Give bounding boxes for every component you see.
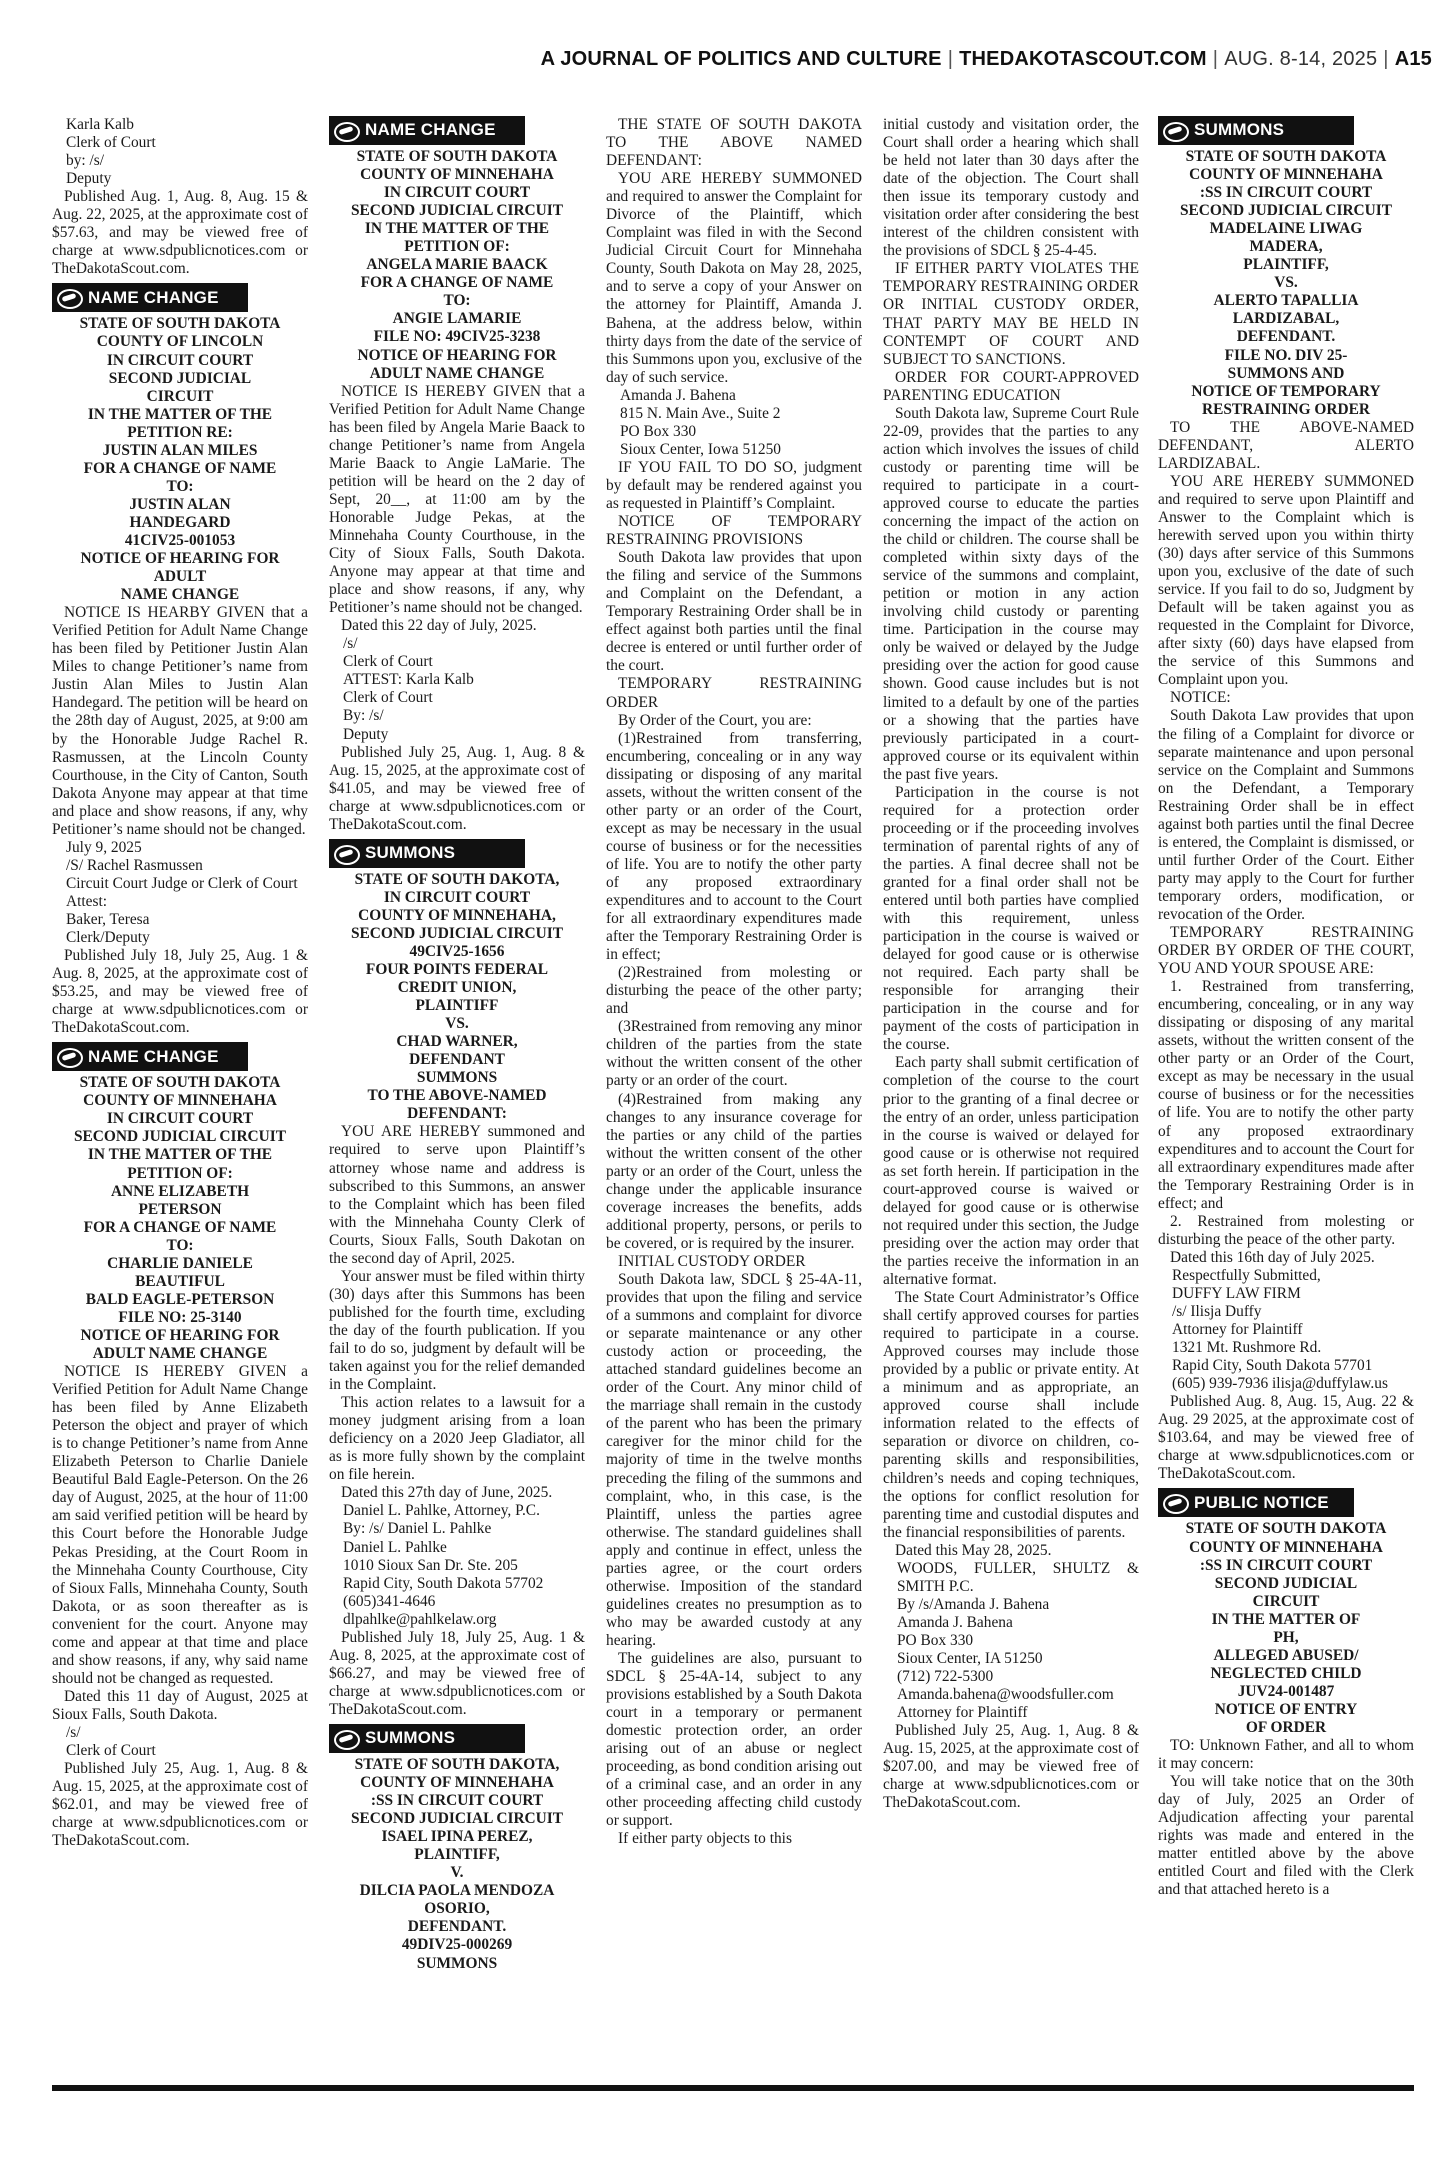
heading-line: COUNTY OF MINNEHAHA [360, 166, 554, 184]
banner-label: SUMMONS [365, 843, 456, 863]
text-line: 1010 Sioux San Dr. Ste. 205 [343, 1556, 518, 1574]
text-line: Attorney for Plaintiff [897, 1704, 1028, 1722]
heading-line: COUNTY OF MINNEHAHA [1189, 1538, 1383, 1556]
notice-paragraph: By Order of the Court, you are: [618, 711, 812, 729]
scout-logo-icon [329, 839, 363, 868]
text-line: By: /s/ Daniel L. Pahlke [343, 1520, 492, 1538]
text-line: ATTEST: Karla Kalb [343, 671, 474, 689]
heading-line: JUSTIN ALAN MILES [102, 441, 258, 459]
scout-logo-icon [52, 283, 86, 312]
heading-line: :SS IN CIRCUIT COURT [1199, 1556, 1373, 1574]
heading-line: IN THE MATTER OF THE [364, 220, 550, 238]
banner-label: NAME CHANGE [365, 120, 496, 140]
heading-line: SECOND JUDICIAL CIRCUIT [73, 1128, 287, 1146]
notice-body: NOTICE IS HEARBY GIVEN that a Verified Petition for Adult Name Change has been filed by Petitioner Justin Alan Miles to change Petitioner’s name from Justin Alan Miles to Justin Alan Handegard. The petition will be heard on the 28th day of August, 2025, at 9:00 am by the Honorable Judge Rachel R. Rasmussen, at the Lincoln County Courthouse, in the City of Canton, South Dakota Anyone may appear at that time and place and show reasons, if any, why Petitioner’s name should not be changed. [52, 604, 308, 838]
text-line: Clerk of Court [343, 653, 433, 671]
text-line: 815 N. Main Ave., Suite 2 [620, 404, 781, 422]
continued-notice-tail [52, 116, 308, 278]
email-link[interactable]: Amanda.bahena@woodsfuller.com [897, 1686, 1114, 1704]
heading-line: CIRCUIT [1252, 1592, 1320, 1610]
text-line: Respectfully Submitted, [1172, 1266, 1321, 1284]
notice-heading [1158, 1520, 1414, 1737]
scout-logo-icon [1158, 1488, 1192, 1517]
text-line: Deputy [343, 725, 389, 743]
heading-line: ISAEL IPINA PEREZ, [381, 1828, 533, 1846]
heading-line: IN THE MATTER OF [1211, 1610, 1361, 1628]
heading-line: HANDEGARD [129, 513, 231, 531]
bottom-rule [52, 2085, 1414, 2091]
column-1 [52, 116, 308, 2068]
heading-line: IN CIRCUIT COURT [383, 888, 531, 906]
heading-line: CIRCUIT [146, 387, 214, 405]
heading-line: STATE OF SOUTH DAKOTA, [354, 1755, 560, 1773]
text-line: /s/ Ilisja Duffy [1172, 1303, 1262, 1320]
heading-line: TO: [443, 292, 471, 310]
notice-paragraph: THE STATE OF SOUTH DAKOTA TO THE ABOVE NAMED DEFENDANT: [606, 116, 862, 170]
text-line: PO Box 330 [620, 422, 697, 440]
heading-line: PLAINTIFF [415, 997, 499, 1015]
heading-line: STATE OF SOUTH DAKOTA [79, 1074, 281, 1092]
order-item: (3Restrained from removing any minor children of the parties from the state without the written consent of the other party or an order of the court. [606, 1018, 862, 1090]
heading-line: PETITION OF: [127, 1164, 233, 1182]
notice-heading [52, 315, 308, 604]
heading-line: NOTICE OF HEARING FOR [80, 550, 280, 568]
heading-line: TO: [166, 1236, 194, 1254]
heading-line: FILE NO: 49CIV25-3238 [373, 328, 541, 346]
heading-line: JUV24-001487 [1237, 1682, 1335, 1700]
heading-line: 49CIV25-1656 [409, 942, 505, 960]
text-line: (605) 939-7936 ilisja@duffylaw.us [1172, 1375, 1388, 1393]
heading-line: NAME CHANGE [120, 586, 240, 604]
heading-line: SECOND JUDICIAL CIRCUIT [350, 202, 564, 220]
notices-columns [52, 116, 1414, 2068]
publication-note: Published Aug. 1, Aug. 8, Aug. 15 & Aug. 22, 2025, at the approximate cost of $57.63, and may be viewed free of charge at www.sdpublicnotices.com or TheDakotaScout.com. [52, 188, 308, 278]
page-number: A15 [1394, 48, 1432, 70]
column-3 [606, 116, 862, 2068]
section-banner [52, 1042, 248, 1071]
order-item: (2)Restrained from molesting or disturbing the peace of the other party; and [606, 964, 862, 1018]
heading-line: IN THE MATTER OF THE [87, 405, 273, 423]
notice-paragraph: The guidelines are also, pursuant to SDCL § 25-4A-14, subject to any provisions established by a South Dakota court in a temporary or permanent domestic protection order, an order arising out of an abuse or neglect proceeding, as bond condition arising out of a criminal case, and an order in any other proceeding affecting child custody or support. [606, 1649, 862, 1830]
notice-paragraph: Participation in the course is not required for a protection order proceeding or if the proceeding involves termination of parental rights of any of the parties. A final decree shall not be granted for a final order shall not be entered until both parties have complied with this requirement, unless participation in the course is waived or delayed for good cause or is otherwise not required. Each party shall be responsible for arranging their participation in the course and for payment of the costs of participation in the course. [883, 783, 1139, 1054]
heading-line: PETITION OF: [404, 238, 510, 256]
text-line: Clerk/Deputy [66, 929, 150, 947]
section-banner [1158, 116, 1354, 145]
heading-line: FILE NO: 25-3140 [118, 1308, 242, 1326]
heading-line: 41CIV25-001053 [124, 531, 236, 549]
notice-dated: Dated this 11 day of August, 2025 at Sioux Falls, South Dakota. [52, 1687, 308, 1723]
notice-paragraph: ORDER FOR COURT-APPROVED PARENTING EDUCATION [883, 368, 1139, 404]
text-line: July 9, 2025 [66, 838, 142, 856]
notice-paragraph: YOU ARE HEREBY SUMMONED and required to serve upon Plaintiff and Answer to the Complaint which is herewith served upon you within thirty (30) days after service of this Summons upon you, exclusive of the date of such service. If you fail to do so, Judgment by Default will be taken against you as requested in the Complaint for Divorce, after sixty (60) days have elapsed from the service of this Summons and Complaint upon you. [1158, 472, 1414, 689]
heading-line: V. [450, 1864, 464, 1882]
heading-line: STATE OF SOUTH DAKOTA [356, 148, 558, 165]
text-line: /s/ [343, 635, 358, 653]
notice-paragraph: 1. Restrained from transferring, encumbering, concealing, or in any way dissipating or disposing of any marital assets, without the written consent of the other party or an Order of the Court, except as may be necessary in the usual course of business or for the necessities of life. You are to notify the other party of any proposed extraordinary expenditures and to account the Court for all extraordinary expenditures made after the Temporary Restraining Order is in effect; and [1158, 978, 1414, 1212]
section-banner [329, 839, 525, 868]
heading-line: ADULT [153, 568, 207, 586]
scout-logo-icon [329, 116, 363, 145]
email-link[interactable]: dlpahlke@pahlkelaw.org [343, 1610, 497, 1628]
heading-line: DEFENDANT: [407, 1105, 507, 1123]
heading-line: DEFENDANT. [1236, 328, 1336, 346]
notice-paragraph: TEMPORARY RESTRAINING ORDER BY ORDER OF THE COURT, YOU AND YOUR SPOUSE ARE: [1158, 924, 1414, 978]
notice-paragraph: initial custody and visitation order, the Court shall order a hearing which shall be held not later than 30 days after the date of the objection. The Court shall then issue its temporary custody and visitation order after considering the best interest of the children consistent with the provisions of SDCL § 25-4-45. [883, 116, 1139, 260]
notice-paragraph: YOU ARE HEREBY SUMMONED and required to answer the Complaint for Divorce of the Plaintiff, which Complaint was filed in with the Second Judicial Circuit Court for Minnehaha County, South Dakota on May 28, 2025, and to serve a copy of your Answer on the attorney for Plaintiff, Amanda J. Bahena, at the address below, within thirty days from the date of the service of this Summons upon you, exclusive of the day of such service. [606, 170, 862, 386]
column-5 [1158, 116, 1414, 2068]
heading-line: ALERTO TAPALLIA [1213, 292, 1359, 310]
heading-line: DILCIA PAOLA MENDOZA [359, 1882, 555, 1900]
heading-line: FOR A CHANGE OF NAME [83, 459, 277, 477]
heading-line: STATE OF SOUTH DAKOTA [1185, 148, 1387, 165]
text-line: By: /s/ [343, 707, 384, 725]
heading-line: PLAINTIFF, [1243, 256, 1329, 274]
text-line: PO Box 330 [897, 1631, 974, 1649]
publication-note: Published July 18, July 25, Aug. 1 & Aug. 8, 2025, at the approximate cost of $66.27, and may be viewed free of charge at www.sdpublicnotices.com or TheDakotaScout.com. [329, 1628, 585, 1718]
notice-body: NOTICE IS HEREBY GIVEN that a Verified Petition for Adult Name Change has been filed by Angela Marie Baack to change Petitioner’s name from Angela Marie Baack to Angie LaMarie. The petition will be heard on the 2 day of Sept, 20__, at 11:00 am by the Honorable Judge Pekas, at the Minnehaha County Courthouse, in the City of Sioux Falls, South Dakota. Anyone may appear at that time and place and show reasons, if any, why Petitioner’s name should not be changed. [329, 382, 585, 617]
text-line: Circuit Court Judge or Clerk of Court [66, 874, 298, 892]
heading-line: CREDIT UNION, [397, 979, 517, 997]
notice-heading [329, 1756, 585, 1973]
notice-paragraph: Dated this May 28, 2025. [895, 1541, 1052, 1559]
heading-line: BEAUTIFUL [135, 1272, 225, 1290]
heading-line: SECOND JUDICIAL CIRCUIT [1179, 202, 1393, 220]
heading-line: FOR A CHANGE OF NAME [360, 274, 554, 292]
notice-paragraph: NOTICE: [1170, 689, 1231, 707]
heading-line: IN CIRCUIT COURT [383, 184, 531, 202]
text-line: Clerk of Court [66, 1742, 156, 1760]
text-line: (712) 722-5300 [897, 1668, 994, 1686]
heading-line: IN CIRCUIT COURT [106, 351, 254, 369]
heading-line: JUSTIN ALAN [129, 495, 231, 513]
text-line: /S/ Rachel Rasmussen [66, 856, 203, 874]
notice-heading [52, 1074, 308, 1363]
column-4 [883, 116, 1139, 2068]
heading-line: FOUR POINTS FEDERAL [365, 961, 549, 979]
heading-line: VS. [445, 1015, 469, 1033]
heading-line: IN CIRCUIT COURT [106, 1110, 254, 1128]
heading-line: NOTICE OF ENTRY [1214, 1700, 1358, 1718]
heading-line: ADULT NAME CHANGE [369, 364, 545, 382]
heading-line: VS. [1274, 274, 1298, 292]
banner-label: NAME CHANGE [88, 1046, 219, 1066]
notice-paragraph: TO THE ABOVE-NAMED DEFENDANT, ALERTO LARDIZABAL. [1158, 418, 1414, 472]
notice-dated: Dated this 22 day of July, 2025. [341, 617, 537, 635]
banner-label: NAME CHANGE [88, 287, 219, 307]
publication-note: Published July 25, Aug. 1, Aug. 8 & Aug. 15, 2025, at the approximate cost of $207.00, and may be viewed free of charge at www.sdpublicnotices.com or TheDakotaScout.com. [883, 1722, 1139, 1812]
heading-line: STATE OF SOUTH DAKOTA, [354, 870, 560, 888]
heading-line: PLAINTIFF, [414, 1846, 500, 1864]
heading-line: 49DIV25-000269 [401, 1936, 513, 1954]
notice-paragraph: Dated this 27th day of June, 2025. [341, 1484, 553, 1502]
heading-line: SECOND JUDICIAL CIRCUIT [350, 1810, 564, 1828]
heading-line: ANGELA MARIE BAACK [366, 256, 548, 274]
heading-line: STATE OF SOUTH DAKOTA [79, 315, 281, 333]
heading-line: DEFENDANT [409, 1051, 505, 1069]
order-item: (1)Restrained from transferring, encumbering, concealing or in any way dissipating or disposing of any marital assets, without the written consent of the other party or an order of the Court, except as may be necessary in the usual course of business or for the necessities of life. You are to notify the other party of any proposed extraordinary expenditures and to account to the Court for all extraordinary expenditures made after the Temporary Restraining Order is in effect; [606, 729, 862, 964]
text-line: Clerk of Court [343, 689, 433, 707]
banner-label: SUMMONS [1194, 120, 1285, 140]
column-2 [329, 116, 585, 2068]
publication-note: Published July 25, Aug. 1, Aug. 8 & Aug. 15, 2025, at the approximate cost of $62.01, and may be viewed free of charge at www.sdpublicnotices.com or TheDakotaScout.com. [52, 1760, 308, 1850]
notice-heading [329, 148, 585, 383]
heading-line: BALD EAGLE-PETERSON [85, 1290, 275, 1308]
heading-line: COUNTY OF MINNEHAHA [360, 1774, 554, 1792]
header-line: A JOURNAL OF POLITICS AND CULTURE | THEDAKOTASCOUT.COM | AUG. 8-14, 2025 | A15 [540, 48, 1432, 70]
notice-paragraph: Each party shall submit certification of completion of the course to the court prior to the granting of a final decree or the entry of an order, unless participation in the course is waived or delayed for good cause or is otherwise not required as set forth herein. If participation in the court-approved course is waived or delayed for good cause or is otherwise not required under this section, the Judge presiding over the action may order that the parties receive the information in an alternative format. [883, 1054, 1139, 1288]
text-line: Amanda J. Bahena [897, 1613, 1013, 1631]
notice-body: NOTICE IS HEREBY GIVEN a Verified Petition for Adult Name Change has been filed by Anne Elizabeth Peterson the object and prayer of which is to change Petitioner’s name from Anne Elizabeth Peterson to Charlie Daniele Beautiful Bald Eagle-Peterson. On the 26 day of August, 2025, at the hour of 11:00 am said verified petition will be heard by this Court before the Honorable Judge Pekas Presiding, at the Court Room in the Minnehaha County Courthouse, City of Sioux Falls, Minnehaha County, South Dakota, or as soon thereafter as is convenient for the court. Anyone may come and appear at that time and place and show reasons, if any, why said name should not be changed as requested. [52, 1363, 308, 1687]
heading-line: SUMMONS [416, 1069, 498, 1087]
text-line: 1321 Mt. Rushmore Rd. [1172, 1339, 1322, 1357]
heading-line: NEGLECTED CHILD [1210, 1664, 1362, 1682]
text-line: Attest: [66, 892, 108, 910]
heading-line: MADELAINE LIWAG [1209, 220, 1363, 238]
heading-line: CHARLIE DANIELE [107, 1254, 253, 1272]
heading-line: DEFENDANT. [407, 1918, 507, 1936]
heading-line: SECOND JUDICIAL CIRCUIT [350, 924, 564, 942]
publication-note: Published July 25, Aug. 1, Aug. 8 & Aug. 15, 2025, at the approximate cost of $41.05, and may be viewed free of charge at www.sdpublicnotices.com or TheDakotaScout.com. [329, 743, 585, 833]
heading-line: :SS IN CIRCUIT COURT [370, 1792, 544, 1810]
heading-line: ALLEGED ABUSED/ [1213, 1646, 1359, 1664]
notice-paragraph: South Dakota law, SDCL § 25-4A-11, provides that upon the filing and service of a summons and complaint for divorce or separate maintenance or any other custody action or proceeding, the attached standard guidelines become an order of the Court. Any minor child of the marriage shall remain in the custody of the parent who has been the primary caregiver for the minor child for the majority of time in the twelve months preceding the filing of the summons and complaint, who, in this case, is the Plaintiff, unless the parties agree otherwise. The standard guidelines shall apply and continue in effect, unless the parties agree, or the court orders otherwise. Imposition of the standard guidelines creates no presumption as to who may be awarded custody at any hearing. [606, 1271, 862, 1649]
text-line: by: /s/ [66, 152, 105, 170]
text-line: Daniel L. Pahlke [343, 1538, 447, 1556]
notice-paragraph: South Dakota law provides that upon the filing and service of the Summons and Complaint on the Defendant, a Temporary Restraining Order shall be in effect against both parties until the final decree is entered or until further order of the court. [606, 549, 862, 675]
heading-line: SECOND JUDICIAL [1214, 1574, 1358, 1592]
issue-date: AUG. 8-14, 2025 [1224, 48, 1378, 70]
text-line: Baker, Teresa [66, 910, 150, 928]
heading-line: ADULT NAME CHANGE [92, 1345, 268, 1362]
scout-logo-icon [1158, 116, 1192, 145]
heading-line: SECOND JUDICIAL [108, 369, 252, 387]
text-line: Rapid City, South Dakota 57702 [343, 1574, 544, 1592]
text-line: DUFFY LAW FIRM [1172, 1284, 1301, 1302]
notice-paragraph: TEMPORARY RESTRAINING ORDER [606, 675, 862, 711]
notice-paragraph: You will take notice that on the 30th day of July, 2025 an Order of Adjudication affecting your parental rights was made and entered in the matter entitled above by the above entitled Court and filed with the Clerk and that attached hereto is a [1158, 1773, 1414, 1899]
publication-note: Published July 18, July 25, Aug. 1 & Aug. 8, 2025, at the approximate cost of $53.25, and may be viewed free of charge at www.sdpublicnotices.com or TheDakotaScout.com. [52, 947, 308, 1037]
notice-paragraph: NOTICE OF TEMPORARY RESTRAINING PROVISIONS [606, 513, 862, 549]
notice-paragraph: The State Court Administrator’s Office shall certify approved courses for parties required to participate in a course. Approved courses may include those provided by a public or private entity. At a minimum and as appropriate, an approved course shall include information related to the effects of separation or divorce on children, co-parenting skills and responsibilities, children’s needs and coping techniques, the options for conflict resolution for parenting time and custodial disputes and the financial responsibilities of parents. [883, 1289, 1139, 1541]
text-line: By /s/Amanda J. Bahena [897, 1595, 1050, 1613]
text-line: Sioux Center, IA 51250 [897, 1649, 1043, 1667]
order-item: (4)Restrained from making any changes to any insurance coverage for the parties or any child of the parties without the written consent of the other party or an order of the Court, unless the change under the applicable insurance coverage increases the benefits, adds additional property, persons, or perils to be covered, or is required by the insurer. [606, 1090, 862, 1252]
heading-line: SUMMONS [416, 1954, 498, 1972]
notice-paragraph: INITIAL CUSTODY ORDER [618, 1252, 806, 1270]
text-line: Amanda J. Bahena [620, 386, 736, 404]
notice-paragraph: South Dakota law, Supreme Court Rule 22-09, provides that the parties to any action which involves the issues of child custody or parenting time will be required to participate in a court-approved course to educate the parties concerning the impact of the action on the child or children. The course shall be completed within sixty days of the service of the summons and complaint, petition or motion in any action involving child custody or parenting time. Participation in the course may only be waived or delayed by the Judge presiding over the action for good cause shown. Good cause includes but is not limited to a default by one of the parties or a showing that the parties have previously participated in a court-approved course or its equivalent within the past five years. [883, 404, 1139, 783]
notice-paragraph: South Dakota Law provides that upon the filing of a Complaint for divorce or separate maintenance and upon personal service on the Complaint and Summons on the Defendant, a Temporary Restraining Order shall be in effect against both parties until the final Decree is entered, the Complaint is dismissed, or until further Order of the Court. Either party may apply to the Court for further temporary orders, modification, or revocation of the Order. [1158, 707, 1414, 923]
text-line: Deputy [66, 170, 112, 188]
heading-line: FILE NO. DIV 25- [1224, 346, 1348, 364]
publication-note: Published Aug. 8, Aug. 15, Aug. 22 & Aug. 29 2025, at the approximate cost of $103.64, and may be viewed free of charge at www.sdpublicnotices.com or TheDakotaScout.com. [1158, 1393, 1414, 1483]
scout-logo-icon [329, 1724, 363, 1753]
heading-line: CHAD WARNER, [396, 1033, 518, 1051]
heading-line: NOTICE OF TEMPORARY [1191, 382, 1381, 400]
notice-paragraph: Dated this 16th day of July 2025. [1170, 1248, 1375, 1266]
heading-line: OSORIO, [424, 1900, 490, 1918]
notice-paragraph: IF YOU FAIL TO DO SO, judgment by default may be rendered against you as requested in Plaintiff’s Complaint. [606, 458, 862, 512]
heading-line: PH, [1273, 1628, 1299, 1646]
heading-line: OF ORDER [1245, 1718, 1327, 1736]
text-line: Attorney for Plaintiff [1172, 1321, 1303, 1339]
heading-line: COUNTY OF MINNEHAHA, [358, 906, 556, 924]
banner-label: SUMMONS [365, 1728, 456, 1748]
heading-line: ANGIE LAMARIE [392, 310, 522, 328]
text-line: Daniel L. Pahlke, Attorney, P.C. [343, 1502, 540, 1520]
heading-line: :SS IN CIRCUIT COURT [1199, 184, 1373, 202]
website-link[interactable]: THEDAKOTASCOUT.COM [959, 48, 1207, 70]
page-header [0, 0, 1456, 70]
heading-line: IN THE MATTER OF THE [87, 1146, 273, 1164]
text-line: Clerk of Court [66, 134, 156, 152]
notice-paragraph: IF EITHER PARTY VIOLATES THE TEMPORARY RESTRAINING ORDER OR INITIAL CUSTODY ORDER, THAT PARTY MAY BE HELD IN CONTEMPT OF COURT AND SUBJECT TO SANCTIONS. [883, 260, 1139, 368]
section-banner [52, 283, 248, 312]
heading-line: PETERSON [138, 1200, 222, 1218]
heading-line: RESTRAINING ORDER [1201, 400, 1371, 418]
banner-label: PUBLIC NOTICE [1194, 1492, 1329, 1512]
notice-paragraph: TO: Unknown Father, and all to whom it may concern: [1158, 1737, 1414, 1773]
heading-line: SUMMONS AND [1227, 364, 1345, 382]
notice-paragraph: YOU ARE HEREBY summoned and required to serve upon Plaintiff’s attorney whose name and address is subscribed to this Summons, an answer to the Complaint which has been filed with the Minnehaha County Clerk of Courts, Sioux Falls, South Dakotan on the second day of April, 2025. [329, 1123, 585, 1267]
heading-line: COUNTY OF MINNEHAHA [1189, 166, 1383, 184]
section-banner [329, 1724, 525, 1753]
notice-paragraph: Your answer must be filed within thirty (30) days after this Summons has been published for the fourth time, excluding the day of the fourth publication. If you fail to do so, judgment by default will be taken against you for the relief demanded in the Complaint. [329, 1267, 585, 1394]
text-line: (605)341-4646 [343, 1592, 436, 1610]
notice-paragraph: If either party objects to this [618, 1830, 792, 1848]
notice-paragraph: 2. Restrained from molesting or disturbing the peace of the other party. [1158, 1212, 1414, 1248]
text-line: Rapid City, South Dakota 57701 [1172, 1357, 1373, 1375]
section-banner [1158, 1488, 1354, 1517]
heading-line: FOR A CHANGE OF NAME [83, 1218, 277, 1236]
heading-line: COUNTY OF MINNEHAHA [83, 1092, 277, 1110]
text-line: WOODS, FULLER, SHULTZ & SMITH P.C. [897, 1559, 1139, 1595]
text-line: /s/ [66, 1723, 81, 1741]
heading-line: TO THE ABOVE-NAMED [367, 1087, 547, 1105]
notice-paragraph: This action relates to a lawsuit for a money judgment arising from a loan deficiency on a 2020 Jeep Gladiator, all as is more fully shown by the complaint on file herein. [329, 1394, 585, 1484]
section-banner [329, 116, 525, 145]
heading-line: MADERA, [1249, 238, 1323, 256]
notice-heading [329, 871, 585, 1124]
scout-logo-icon [52, 1042, 86, 1071]
heading-line: COUNTY OF LINCOLN [96, 333, 264, 351]
publication-tagline: A JOURNAL OF POLITICS AND CULTURE [540, 48, 942, 70]
heading-line: TO: [166, 477, 194, 495]
heading-line: STATE OF SOUTH DAKOTA [1185, 1520, 1387, 1538]
heading-line: ANNE ELIZABETH [110, 1182, 250, 1200]
text-line: Karla Kalb [66, 116, 134, 133]
heading-line: LARDIZABAL, [1232, 310, 1340, 328]
heading-line: NOTICE OF HEARING FOR [357, 346, 557, 364]
text-line: Sioux Center, Iowa 51250 [620, 440, 781, 458]
heading-line: NOTICE OF HEARING FOR [80, 1326, 280, 1344]
notice-heading [1158, 148, 1414, 419]
heading-line: PETITION RE: [127, 423, 233, 441]
